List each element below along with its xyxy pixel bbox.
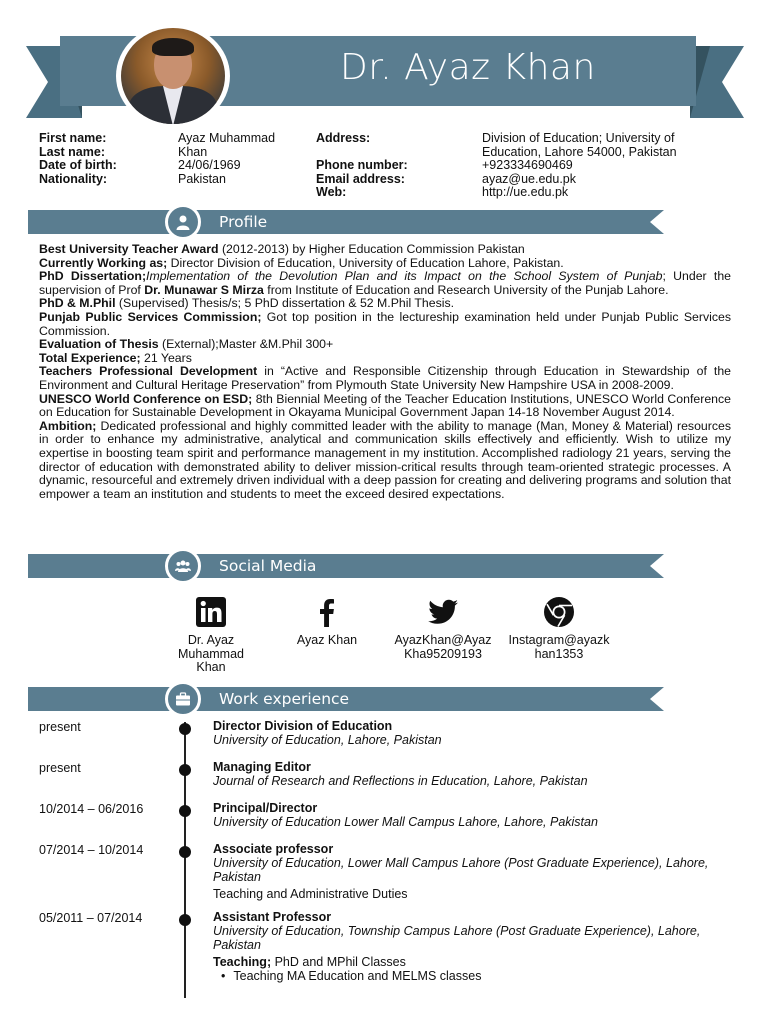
facebook-label: Ayaz Khan <box>296 633 358 647</box>
work-date: 10/2014 – 06/2016 <box>39 802 144 816</box>
timeline-dot <box>179 914 191 926</box>
value-phone: +923334690469 <box>482 158 573 173</box>
avatar <box>116 24 230 128</box>
work-title: Associate professor <box>213 842 334 856</box>
work-duties: Teaching; PhD and MPhil Classes <box>213 955 406 970</box>
section-title-profile: Profile <box>219 213 268 231</box>
label-nationality: Nationality: <box>39 171 108 186</box>
section-bar-profile <box>28 210 664 234</box>
profile-line: PhD & M.Phil (Supervised) Thesis/s; 5 PhD dissertation & 52 M.Phil Thesis. <box>39 296 455 311</box>
timeline-dot <box>179 805 191 817</box>
section-bar-social <box>28 554 664 578</box>
profile-line: Currently Working as; Director Division of Education, University of Education Lahore, Pakistan. <box>39 255 564 270</box>
profile-line: Punjab Public Services Commission; Got top position in the lectureship examination held under Punjab Public Services Commission. <box>39 309 732 338</box>
work-date: 07/2014 – 10/2014 <box>39 843 144 857</box>
work-title: Principal/Director <box>213 801 318 815</box>
work-bullet-item: • Teaching MA Education and MELMS classes <box>221 970 713 984</box>
work-org: University of Education, Lahore, Pakistan <box>213 732 442 747</box>
candidate-name: Dr. Ayaz Khan <box>340 47 596 88</box>
social-twitter[interactable] <box>388 596 498 661</box>
work-entry <box>213 802 713 830</box>
work-entry <box>213 843 713 902</box>
work-title: Managing Editor <box>213 760 311 774</box>
section-bar-shape <box>28 210 664 234</box>
profile-line: Teachers Professional Development in “Active and Responsible Citizenship through Education in Stewardship of the Environment and Cultural Heritage Preservation” from Plymouth State University New Hampshire USA in 2008-2009. <box>39 364 732 392</box>
work-org: University of Education, Lower Mall Campus Lahore (Post Graduate Experience), Lahore, <box>213 855 709 870</box>
personal-values-1 <box>178 132 298 186</box>
profile-text <box>39 243 731 501</box>
linkedin-label-2: Muhammad <box>178 646 244 661</box>
value-nationality: Pakistan <box>178 171 226 186</box>
work-date: present <box>39 720 81 734</box>
facebook-icon[interactable] <box>310 596 344 628</box>
work-duties: Teaching and Administrative Duties <box>213 887 408 902</box>
label-phone: Phone number: <box>316 158 408 173</box>
profile-line: Evaluation of Thesis (External);Master &M.Phil 300+ <box>39 337 334 352</box>
label-email: Email address: <box>316 171 405 186</box>
label-first-name: First name: <box>39 131 107 145</box>
timeline-dot <box>179 723 191 735</box>
label-address: Address: <box>316 131 371 145</box>
value-last-name: Khan <box>178 144 208 159</box>
social-facebook[interactable] <box>272 596 382 648</box>
value-web[interactable]: http://ue.edu.pk <box>482 185 569 200</box>
group-icon <box>175 558 191 574</box>
social-chrome[interactable] <box>504 596 614 661</box>
twitter-label-2: Kha95209193 <box>404 646 482 661</box>
work-section-icon <box>165 681 201 717</box>
personal-labels-1 <box>39 132 174 186</box>
linkedin-label-1: Dr. Ayaz <box>187 633 235 647</box>
briefcase-icon <box>175 691 191 707</box>
twitter-icon[interactable] <box>426 596 460 628</box>
label-last-name: Last name: <box>39 144 105 159</box>
section-title-work: Work experience <box>219 690 350 708</box>
profile-line: PhD Dissertation;Implementation of the Devolution Plan and its Impact on the School System of Punjab; Under the supervision of Prof Dr. Munawar S Mirza from Institute of Education and Research University of the Punjab Lahore. <box>39 269 731 297</box>
label-web: Web: <box>316 185 347 200</box>
social-section-icon <box>165 548 201 584</box>
section-bar-work <box>28 687 664 711</box>
value-first-name: Ayaz Muhammad <box>178 131 276 145</box>
instagram-label-1: Instagram@ayazk <box>508 633 610 647</box>
work-date: present <box>39 761 81 775</box>
instagram-label-2: han1353 <box>534 646 584 661</box>
work-org: Pakistan <box>213 869 261 884</box>
work-org: Pakistan <box>213 937 261 952</box>
linkedin-icon[interactable] <box>194 596 228 628</box>
work-entry <box>213 911 713 984</box>
label-dob: Date of birth: <box>39 158 117 173</box>
value-address-line2: Education, Lahore 54000, Pakistan <box>482 144 677 159</box>
work-org: University of Education Lower Mall Campus Lahore, Lahore, Pakistan <box>213 814 598 829</box>
timeline-dot <box>179 764 191 776</box>
header-ribbon <box>0 0 770 130</box>
profile-section-icon <box>165 204 201 240</box>
work-title: Director Division of Education <box>213 719 393 733</box>
value-dob: 24/06/1969 <box>178 158 241 173</box>
timeline-dot <box>179 846 191 858</box>
work-date: 05/2011 – 07/2014 <box>39 911 143 925</box>
profile-photo <box>121 28 225 124</box>
personal-values-2 <box>482 132 722 200</box>
section-title-social: Social Media <box>219 557 317 575</box>
personal-labels-2 <box>316 132 476 200</box>
work-bullets <box>221 970 713 984</box>
value-address-line1: Division of Education; University of <box>482 131 675 145</box>
social-linkedin[interactable] <box>156 596 266 675</box>
linkedin-label-3: Khan <box>196 660 226 675</box>
profile-line: UNESCO World Conference on ESD; 8th Biennial Meeting of the Teacher Education Institutions, UNESCO World Conference on Education for Sustainable Development in Okayama Municipal Government Japan 14-18 November August 2014. <box>39 391 731 420</box>
person-icon <box>175 214 191 230</box>
work-org: University of Education, Township Campus Lahore (Post Graduate Experience), Lahore, <box>213 923 701 938</box>
twitter-label-1: AyazKhan@Ayaz <box>394 633 492 647</box>
work-title: Assistant Professor <box>213 910 332 924</box>
work-org: Journal of Research and Reflections in Education, Lahore, Pakistan <box>213 773 588 788</box>
value-email[interactable]: ayaz@ue.edu.pk <box>482 171 577 186</box>
profile-line: Total Experience; 21 Years <box>39 350 192 365</box>
profile-line: Best University Teacher Award (2012-2013) by Higher Education Commission Pakistan <box>39 242 525 256</box>
work-entry <box>213 720 713 748</box>
profile-line: Ambition; Dedicated professional and highly committed leader with the ability to manage (Man, Money & Material) resources in order to enhance my administrative, analytical and communication skills effectively and efficiently. Wish to utilize my expertise in boosting team spirit and performance management in my institution. Accomplished radiology 21 years, serving the director of education with demonstrated ability to deliver mission-critical results through team-oriented strategic processes. A dynamic, resourceful and extremely driven individual with a deep passion for creating and delivering programs and solution that empower a team an institution and students to meet the exceed desired expectations. <box>39 418 731 501</box>
chrome-icon[interactable] <box>542 596 576 628</box>
work-entry <box>213 761 713 789</box>
